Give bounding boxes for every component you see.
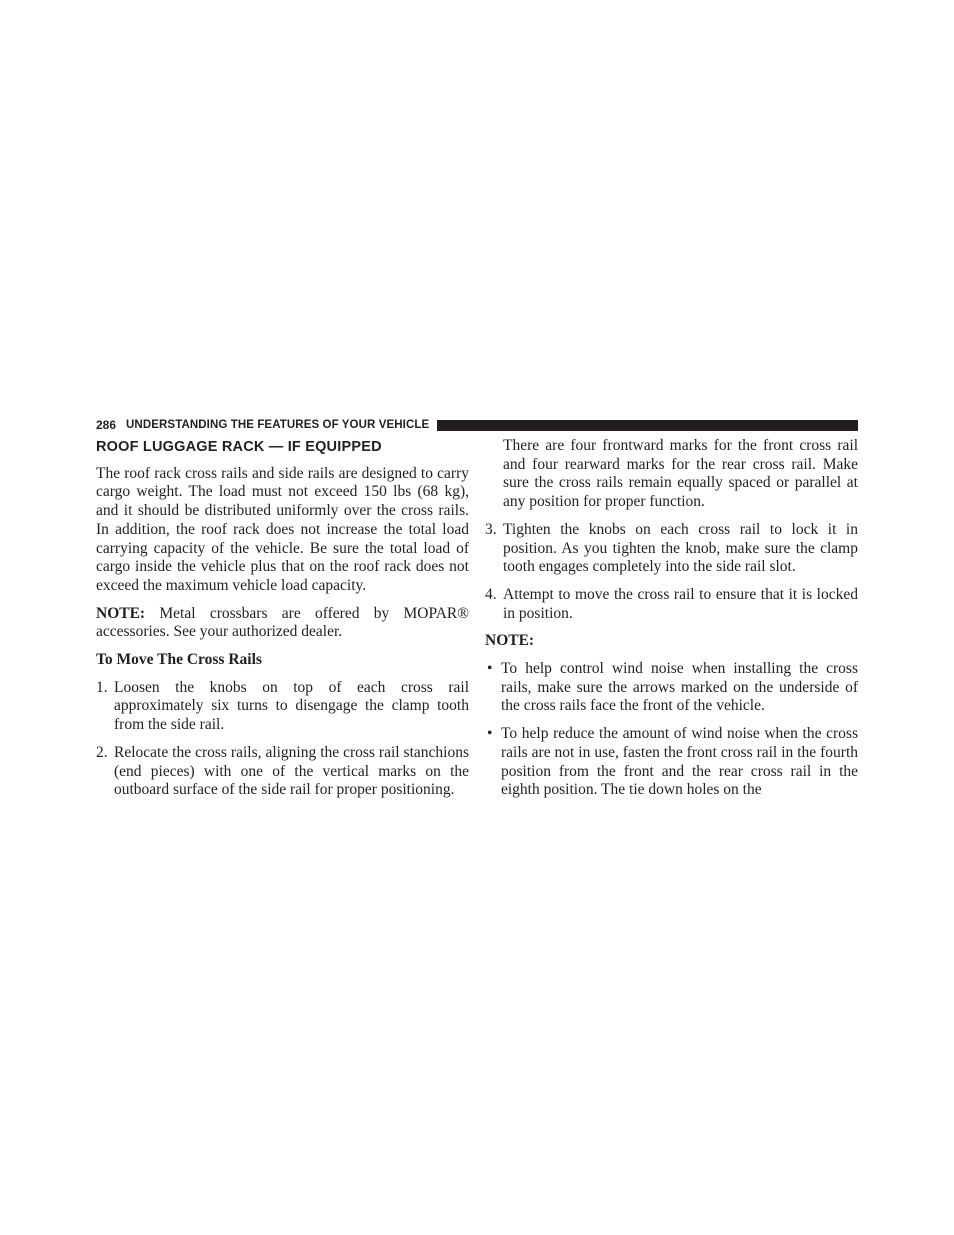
step-item bbox=[96, 744, 469, 800]
bullet-icon: • bbox=[487, 660, 493, 678]
note-label: NOTE: bbox=[485, 632, 535, 650]
step-number: 4. bbox=[485, 585, 497, 603]
step-text: Loosen the knobs on top of each cross rail approximately six turns to disengage the clamp tooth from the side rail. bbox=[114, 678, 469, 734]
bullet-item bbox=[485, 660, 858, 716]
header-title: UNDERSTANDING THE FEATURES OF YOUR VEHICLE bbox=[126, 419, 430, 431]
left-column bbox=[96, 437, 469, 809]
subheading: To Move The Cross Rails bbox=[96, 651, 262, 669]
bullet-text: To help control wind noise when installing the cross rails, make sure the arrows marked on the underside of the cross rails face the front of the vehicle. bbox=[501, 660, 858, 715]
note-text: Metal crossbars are offered by MOPAR® accessories. See your authorized dealer. bbox=[96, 604, 469, 641]
step-item bbox=[96, 679, 469, 735]
step-number: 2. bbox=[96, 743, 108, 761]
step-text: Relocate the cross rails, aligning the cross rail stanchions (end pieces) with one of the vertical marks on the outboard surface of the side rail for proper positioning. bbox=[114, 743, 469, 799]
section-heading: ROOF LUGGAGE RACK — IF EQUIPPED bbox=[96, 439, 382, 455]
bullet-item bbox=[485, 725, 858, 800]
page-number: 286 bbox=[96, 418, 117, 432]
right-column bbox=[485, 437, 858, 809]
step-text: Attempt to move the cross rail to ensure that it is locked in position. bbox=[503, 585, 858, 622]
step-item bbox=[485, 586, 858, 623]
bullet-icon: • bbox=[487, 725, 493, 743]
note-label: NOTE: bbox=[96, 604, 146, 622]
note-paragraph bbox=[96, 605, 469, 642]
header-rule bbox=[437, 420, 858, 431]
intro-paragraph: The roof rack cross rails and side rails are designed to carry cargo weight. The load must not exceed 150 lbs (68 kg), and it should be distributed uniformly over the cross rails. In addition, the roof rack does not increase the total load carrying capacity of the vehicle. Be sure the total load of cargo inside the vehicle plus that on the roof rack does not exceed the maximum vehicle load capacity. bbox=[96, 464, 469, 594]
step-number: 1. bbox=[96, 678, 108, 696]
step-text: Tighten the knobs on each cross rail to lock it in position. As you tighten the knob, make sure the clamp tooth engages completely into the side rail slot. bbox=[503, 520, 858, 576]
step-item bbox=[485, 521, 858, 577]
step-continuation: There are four frontward marks for the front cross rail and four rearward marks for the rear cross rail. Make sure the cross rails remain equally spaced or parallel at any position for proper function. bbox=[503, 437, 858, 511]
step-number: 3. bbox=[485, 520, 497, 538]
running-header bbox=[96, 417, 858, 433]
bullet-text: To help reduce the amount of wind noise when the cross rails are not in use, fasten the front cross rail in the fourth position from the front and the rear cross rail in the eighth position. The tie down holes on the bbox=[501, 725, 858, 799]
